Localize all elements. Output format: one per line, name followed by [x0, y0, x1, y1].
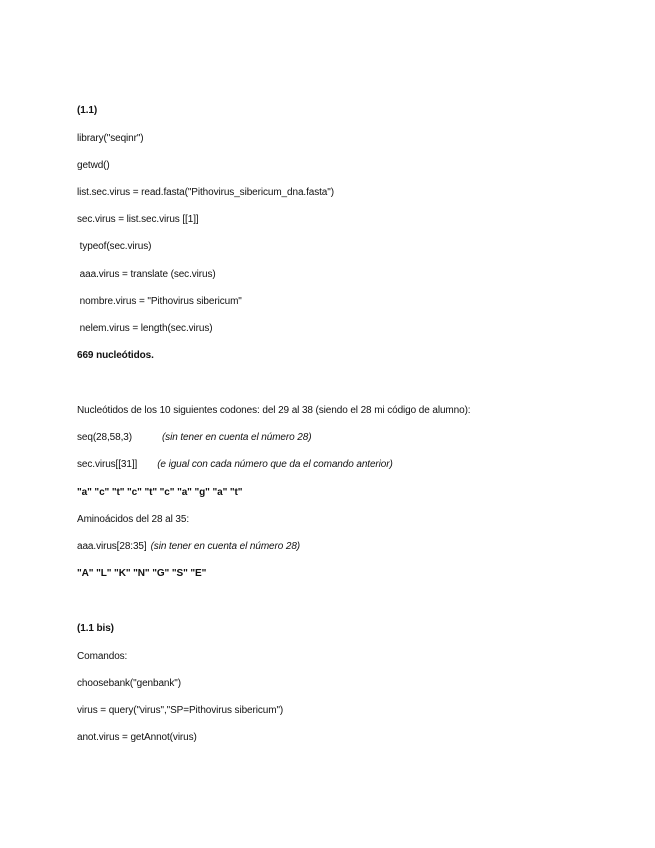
section-heading-1-1-bis: (1.1 bis)	[77, 623, 114, 634]
code-line: virus = query("virus","SP=Pithovirus sibericum")	[77, 705, 284, 716]
amino-command: aaa.virus[28:35]	[77, 541, 147, 552]
subset-note: (e igual con cada número que da el comando anterior)	[157, 459, 393, 470]
seq-command-line	[77, 431, 311, 445]
subset-command-line	[77, 458, 393, 472]
code-line: anot.virus = getAnnot(virus)	[77, 732, 197, 743]
code-line: list.sec.virus = read.fasta("Pithovirus_sibericum_dna.fasta")	[77, 187, 334, 198]
codons-intro: Nucleótidos de los 10 siguientes codones: del 29 al 38 (siendo el 28 mi código de alumno):	[77, 405, 471, 416]
code-line: nombre.virus = "Pithovirus sibericum"	[77, 296, 242, 307]
code-line: choosebank("genbank")	[77, 678, 181, 689]
code-line: typeof(sec.virus)	[77, 241, 152, 252]
code-line: getwd()	[77, 160, 110, 171]
section-heading-1-1: (1.1)	[77, 105, 98, 116]
result-nucleotide-count: 669 nucleótidos.	[77, 350, 154, 361]
amino-intro: Aminoácidos del 28 al 35:	[77, 514, 190, 525]
code-line: aaa.virus = translate (sec.virus)	[77, 269, 216, 280]
amino-command-line	[77, 540, 300, 554]
aminoacids-result: "A" "L" "K" "N" "G" "S" "E"	[77, 568, 207, 579]
code-line: library("seqinr")	[77, 133, 144, 144]
amino-note: (sin tener en cuenta el número 28)	[150, 541, 301, 552]
subset-command: sec.virus[[31]]	[77, 459, 138, 470]
commands-label: Comandos:	[77, 651, 128, 662]
seq-note: (sin tener en cuenta el número 28)	[161, 432, 312, 443]
seq-command: seq(28,58,3)	[77, 432, 132, 443]
code-line: sec.virus = list.sec.virus [[1]]	[77, 214, 199, 225]
nucleotides-result: "a" "c" "t" "c" "t" "c" "a" "g" "a" "t"	[77, 487, 243, 498]
code-line: nelem.virus = length(sec.virus)	[77, 323, 213, 334]
